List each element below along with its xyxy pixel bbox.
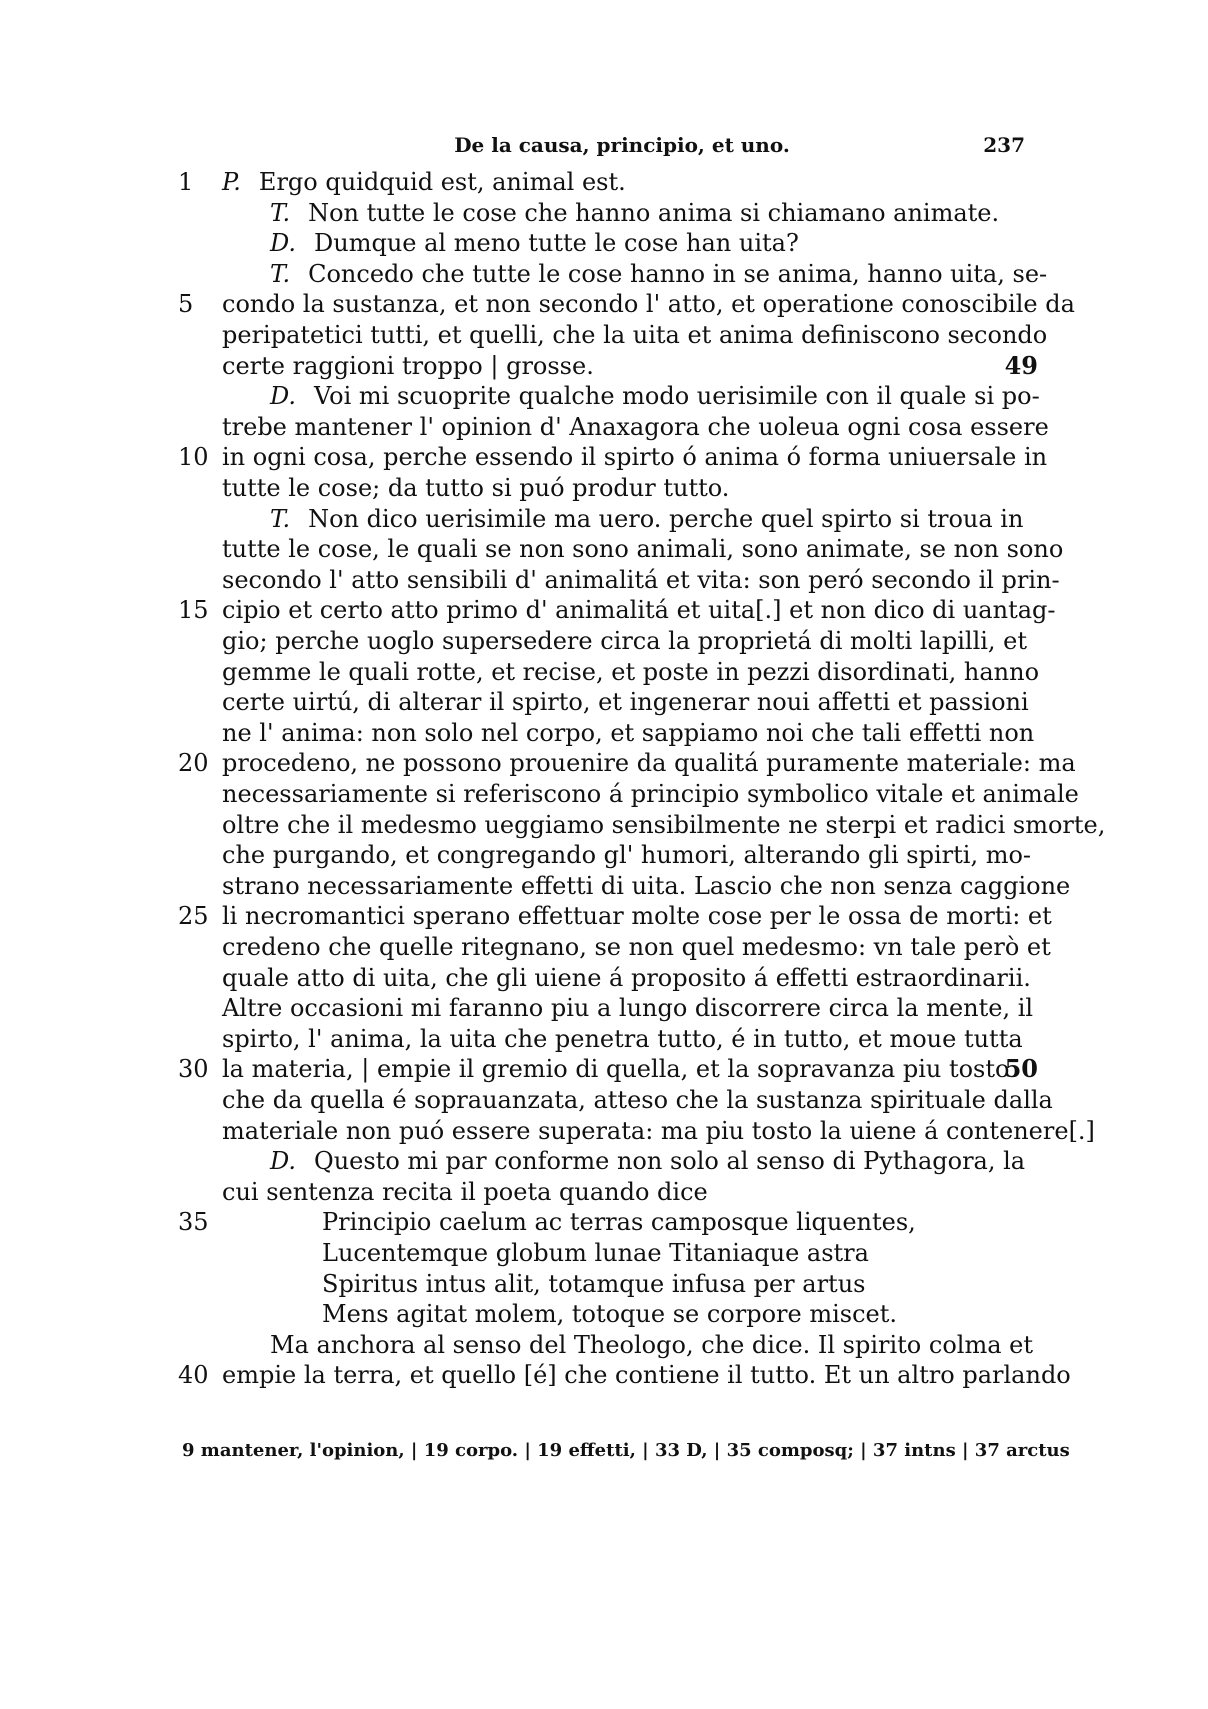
text-line (0, 1358, 1208, 1392)
line-text: tutte le cose; da tutto si puó produr tutto. (222, 474, 730, 502)
text-line (0, 961, 1208, 995)
line-text: Principio caelum ac terras camposque liquentes, (322, 1208, 916, 1237)
text-line (0, 440, 1208, 474)
text-line (0, 410, 1208, 444)
line-number: 35 (178, 1208, 209, 1237)
line-number: 30 (178, 1055, 209, 1084)
line-text: gio; perche uoglo supersedere circa la proprietá di molti lapilli, et (222, 627, 1028, 655)
text-line (0, 838, 1208, 872)
text-line (0, 1022, 1208, 1056)
line-text: certe uirtú, di alterar il spirto, et ingenerar noui affetti et passioni (222, 688, 1029, 717)
speaker-label: T. (270, 259, 291, 288)
speaker-label: T. (270, 504, 291, 533)
text-line (0, 1267, 1208, 1301)
line-text: P. Ergo quidquid est, animal est. (222, 168, 626, 196)
text-line (0, 869, 1208, 903)
text-line (0, 808, 1208, 842)
line-text: cipio et certo atto primo d' animalitá et uita[.] et non dico di uantag- (222, 596, 1056, 625)
line-text: gemme le quali rotte, et recise, et poste in pezzi disordinati, hanno (222, 657, 1040, 686)
text-line (0, 1328, 1208, 1362)
line-text: in ogni cosa, perche essendo il spirto ó anima ó forma uniuersale in (222, 443, 1048, 472)
line-text: empie la terra, et quello [é] che contiene il tutto. Et un altro parlando (222, 1361, 1071, 1390)
text-line (0, 257, 1208, 291)
margin-page-ref: 50 (1004, 1054, 1038, 1084)
line-text: T. Concedo che tutte le cose hanno in se anima, hanno uita, se- (270, 259, 1048, 288)
line-number: 5 (178, 290, 194, 319)
line-text: strano necessariamente effetti di uita. Lascio che non senza caggione (222, 871, 1071, 900)
running-title: De la causa, principio, et uno. (454, 133, 790, 157)
line-text: tutte le cose, le quali se non sono animali, sono animate, se non sono (222, 535, 1064, 564)
text-line (0, 746, 1208, 780)
line-text: spirto, l' anima, la uita che penetra tutto, é in tutto, et moue tutta (222, 1024, 1023, 1053)
line-text: quale atto di uita, che gli uiene á proposito á effetti estraordinarii. (222, 963, 1031, 992)
line-text: Lucentemque globum lunae Titaniaque astra (322, 1239, 869, 1267)
text-line (0, 165, 1208, 199)
text-line (0, 899, 1208, 933)
text-line (0, 593, 1208, 627)
text-line (0, 1144, 1208, 1178)
text-line (0, 624, 1208, 658)
line-text: cui sentenza recita il poeta quando dice (222, 1177, 708, 1206)
line-text: che da quella é soprauanzata, atteso che la sustanza spirituale dalla (222, 1086, 1053, 1114)
speaker-label: T. (270, 198, 291, 227)
text-line (0, 532, 1208, 566)
text-line (0, 471, 1208, 505)
text-line (0, 685, 1208, 719)
text-line (0, 318, 1208, 352)
line-text: trebe mantener l' opinion d' Anaxagora che uoleua ogni cosa essere (222, 412, 1049, 441)
text-line (0, 1052, 1208, 1086)
speaker-label: D. (270, 1147, 297, 1176)
line-text: peripatetici tutti, et quelli, che la uita et anima definiscono secondo (222, 321, 1048, 349)
line-text: credeno che quelle ritegnano, se non quel medesmo: vn tale però et (222, 933, 1051, 961)
speaker-label: P. (222, 168, 241, 196)
line-text: T. Non dico uerisimile ma uero. perche quel spirto si troua in (270, 504, 1024, 533)
line-text: Mens agitat molem, totoque se corpore miscet. (322, 1300, 897, 1329)
text-line (0, 379, 1208, 413)
text-line (0, 1083, 1208, 1117)
text-line (0, 655, 1208, 689)
critical-apparatus: 9 mantener, l'opinion, | 19 corpo. | 19 effetti, | 33 D, | 35 composq; | 37 intns | 37 arctus (182, 1440, 1070, 1461)
text-line (0, 991, 1208, 1025)
line-text: D. Dumque al meno tutte le cose han uita? (270, 229, 799, 258)
line-text: procedeno, ne possono prouenire da qualitá puramente materiale: ma (222, 749, 1076, 778)
line-text: materiale non puó essere superata: ma piu tosto la uiene á contenere[.] (222, 1116, 1095, 1145)
line-text: che purgando, et congregando gl' humori, alterando gli spirti, mo- (222, 841, 1032, 870)
line-text: D. Questo mi par conforme non solo al senso di Pythagora, la (270, 1147, 1026, 1176)
line-text: necessariamente si referiscono á principio symbolico vitale et animale (222, 780, 1079, 808)
line-number: 20 (178, 749, 209, 778)
line-text: ne l' anima: non solo nel corpo, et sappiamo noi che tali effetti non (222, 718, 1035, 747)
margin-page-ref: 49 (1004, 350, 1038, 380)
line-number: 15 (178, 596, 209, 625)
line-text: Spiritus intus alit, totamque infusa per artus (322, 1269, 866, 1298)
line-text: condo la sustanza, et non secondo l' atto, et operatione conoscibile da (222, 290, 1075, 319)
text-line (0, 226, 1208, 260)
text-line (0, 502, 1208, 536)
text-line (0, 1236, 1208, 1270)
text-line (0, 563, 1208, 597)
line-text: Altre occasioni mi faranno piu a lungo discorrere circa la mente, il (222, 994, 1034, 1023)
line-text: oltre che il medesmo ueggiamo sensibilmente ne sterpi et radici smorte, (222, 810, 1106, 839)
line-text: li necromantici sperano effettuar molte cose per le ossa de morti: et (222, 902, 1052, 931)
line-number: 40 (178, 1361, 209, 1390)
line-number: 25 (178, 902, 209, 931)
text-line (0, 777, 1208, 811)
line-number: 1 (178, 168, 194, 196)
text-line (0, 1175, 1208, 1209)
text-line (0, 196, 1208, 230)
line-text: certe raggioni troppo | grosse. (222, 351, 594, 380)
text-line (0, 716, 1208, 750)
line-text: T. Non tutte le cose che hanno anima si chiamano animate. (270, 198, 1000, 227)
line-number: 10 (178, 443, 209, 472)
text-line (0, 349, 1208, 383)
line-text: la materia, | empie il gremio di quella, et la sopravanza piu tosto (222, 1055, 1010, 1084)
text-line (0, 1114, 1208, 1148)
line-text: D. Voi mi scuoprite qualche modo uerisimile con il quale si po- (270, 382, 1040, 411)
speaker-label: D. (270, 382, 297, 411)
text-line (0, 1297, 1208, 1331)
text-line (0, 930, 1208, 964)
line-text: Ma anchora al senso del Theologo, che dice. Il spirito colma et (270, 1330, 1033, 1359)
text-line (0, 1205, 1208, 1239)
speaker-label: D. (270, 229, 297, 258)
text-line (0, 287, 1208, 321)
running-header (222, 133, 1025, 163)
line-text: secondo l' atto sensibili d' animalitá et vita: son peró secondo il prin- (222, 565, 1060, 594)
page-number: 237 (983, 133, 1025, 157)
